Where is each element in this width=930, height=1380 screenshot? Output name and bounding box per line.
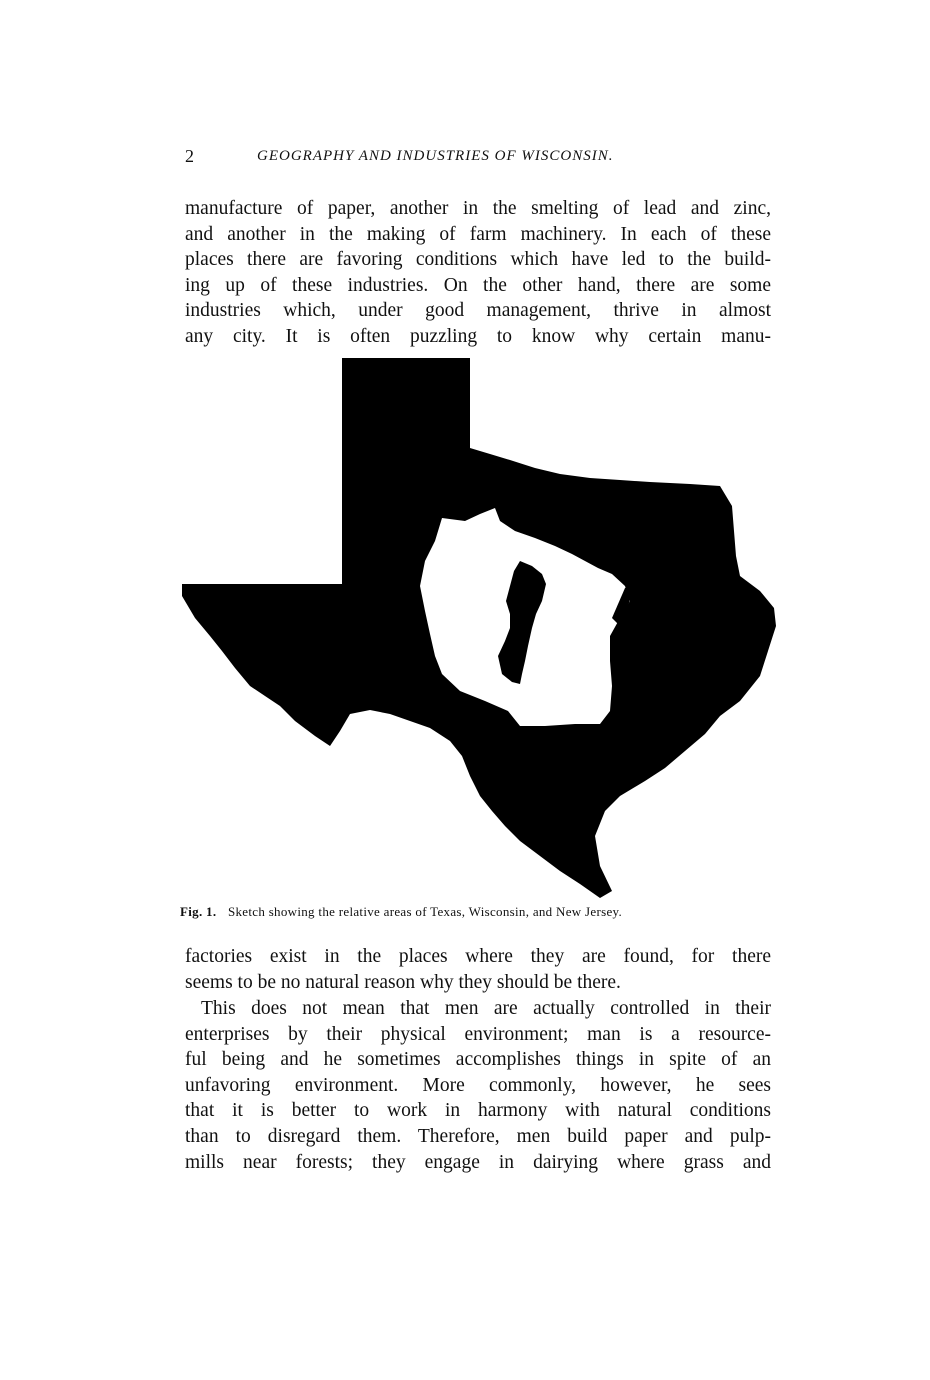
area-comparison-map — [180, 356, 780, 901]
text-line: This does not mean that men are actually controlled in their — [201, 998, 771, 1019]
text-line: mills near forests; they engage in dairying where grass and — [185, 1151, 771, 1173]
text-line: ful being and he sometimes accomplishes things in spite of an — [185, 1049, 771, 1071]
page-header — [185, 146, 775, 170]
text-line: seems to be no natural reason why they should be there. — [185, 971, 621, 993]
paragraph-2 — [185, 944, 771, 995]
figure-label: Fig. 1. — [180, 904, 217, 919]
figure-caption-text: Sketch showing the relative areas of Texas, Wisconsin, and New Jersey. — [227, 904, 623, 919]
page-number: 2 — [185, 146, 195, 166]
text-line: and another in the making of farm machinery. In each of these — [185, 223, 771, 245]
text-line: ing up of these industries. On the other hand, there are some — [185, 274, 771, 296]
text-line: than to disregard them. Therefore, men build paper and pulp- — [185, 1125, 771, 1147]
text-line: factories exist in the places where they are found, for there — [185, 946, 771, 967]
figure-caption — [180, 904, 780, 920]
running-title: GEOGRAPHY AND INDUSTRIES OF WISCONSIN. — [257, 148, 614, 164]
text-line: unfavoring environment. More commonly, however, he sees — [185, 1074, 771, 1096]
text-line: any city. It is often puzzling to know why certain manu- — [185, 325, 771, 347]
text-line: that it is better to work in harmony with natural conditions — [185, 1100, 771, 1122]
text-line: manufacture of paper, another in the smelting of lead and zinc, — [185, 198, 771, 219]
text-line: enterprises by their physical environment; man is a resource- — [185, 1023, 771, 1045]
paragraph-1 — [185, 196, 771, 350]
text-line: industries which, under good management, thrive in almost — [185, 300, 771, 322]
paragraph-3 — [185, 996, 771, 1175]
text-line: places there are favoring conditions which have led to the build- — [185, 249, 771, 271]
figure-area-comparison — [180, 356, 780, 901]
